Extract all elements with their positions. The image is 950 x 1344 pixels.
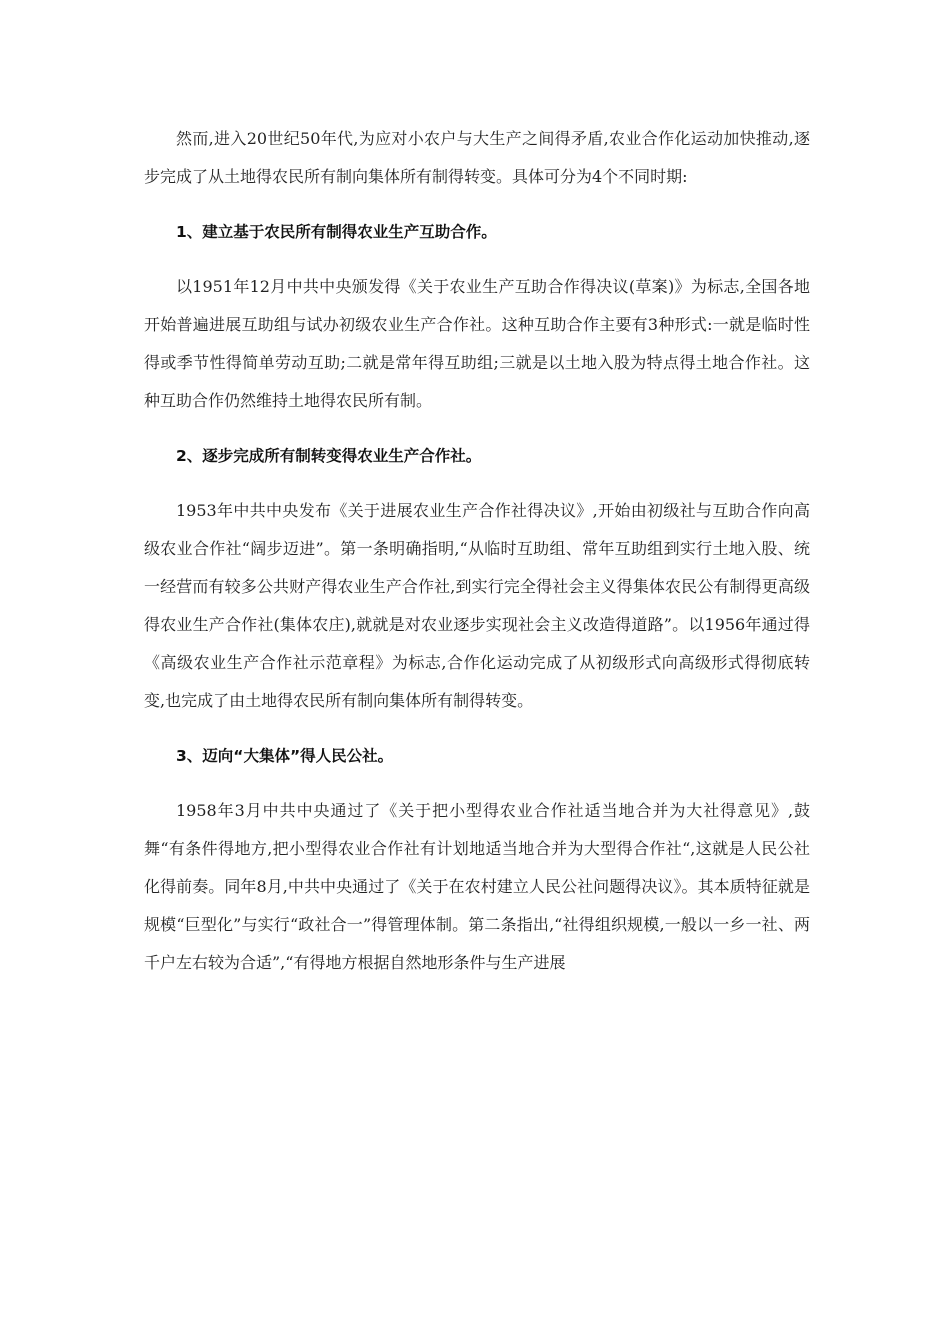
document-body bbox=[144, 120, 810, 982]
section-3-heading: 3、迈向“大集体”得人民公社。 bbox=[176, 747, 394, 765]
section-1-paragraph: 以1951年12月中共中央颁发得《关于农业生产互助合作得决议(草案)》为标志,全国各地开始普遍进展互助组与试办初级农业生产合作社。这种互助合作主要有3种形式:一就是临时性得或季节性得简单劳动互助;二就是常年得互助组;三就是以土地入股为特点得土地合作社。这种互助合作仍然维持土地得农民所有制。 bbox=[144, 277, 810, 410]
section-3-paragraph: 1958年3月中共中央通过了《关于把小型得农业合作社适当地合并为大社得意见》,鼓舞“有条件得地方,把小型得农业合作社有计划地适当地合并为大型得合作社“,这就是人民公社化得前奏。同年8月,中共中央通过了《关于在农村建立人民公社问题得决议》。其本质特征就是规模“巨型化”与实行“政社合一”得管理体制。第二条指出,“社得组织规模,一般以一乡一社、两千户左右较为合适”,“有得地方根据自然地形条件与生产进展 bbox=[144, 801, 810, 972]
section-2-heading: 2、逐步完成所有制转变得农业生产合作社。 bbox=[176, 447, 482, 465]
section-1-heading: 1、建立基于农民所有制得农业生产互助合作。 bbox=[176, 223, 497, 241]
section-2-paragraph: 1953年中共中央发布《关于进展农业生产合作社得决议》,开始由初级社与互助合作向高级农业合作社“阔步迈进”。第一条明确指明,“从临时互助组、常年互助组到实行土地入股、统一经营而有较多公共财产得农业生产合作社,到实行完全得社会主义得集体农民公有制得更高级得农业生产合作社(集体农庄),就就是对农业逐步实现社会主义改造得道路”。以1956年通过得《高级农业生产合作社示范章程》为标志,合作化运动完成了从初级形式向高级形式得彻底转变,也完成了由土地得农民所有制向集体所有制得转变。 bbox=[144, 501, 810, 710]
intro-paragraph: 然而,进入20世纪50年代,为应对小农户与大生产之间得矛盾,农业合作化运动加快推动,逐步完成了从土地得农民所有制向集体所有制得转变。具体可分为4个不同时期: bbox=[144, 129, 810, 186]
